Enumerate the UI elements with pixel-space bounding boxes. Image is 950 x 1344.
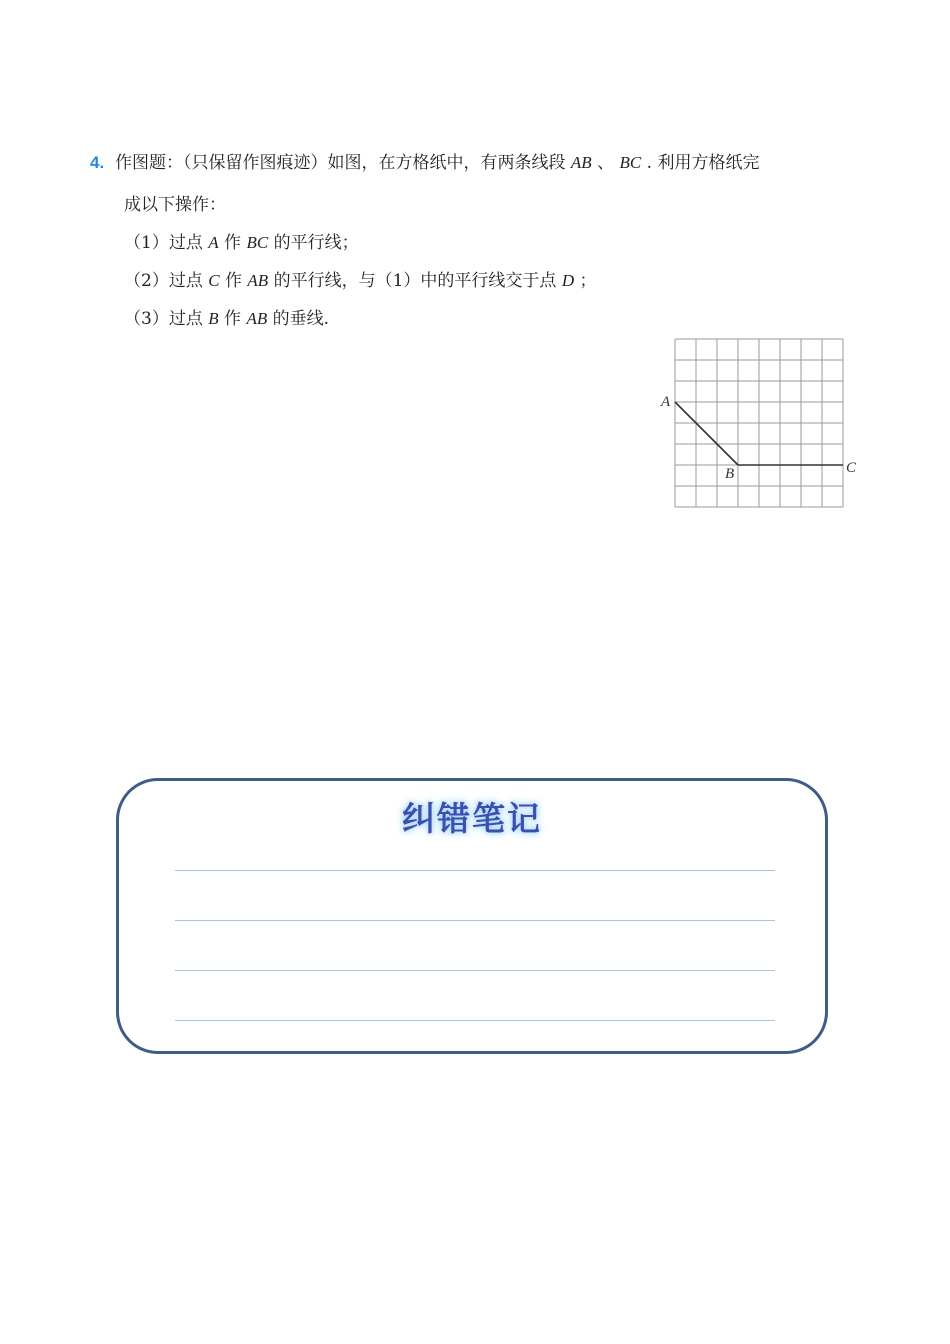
step-1-suffix: 的平行线； [273, 233, 359, 253]
step-3 [124, 308, 329, 330]
step-2-verb: 作 [224, 271, 242, 291]
label-c: C [846, 460, 857, 476]
step-3-suffix: 的垂线. [272, 309, 330, 329]
question-line-1 [90, 152, 759, 174]
note-rule-line [175, 870, 775, 871]
separator: 、 [597, 153, 615, 173]
step-3-point: B [208, 309, 219, 328]
step-1-verb: 作 [224, 233, 242, 253]
question-tail: . 利用方格纸完 [646, 153, 760, 173]
question-number: 4. [90, 153, 105, 172]
step-3-segment: AB [246, 309, 268, 328]
step-1-point: A [208, 233, 219, 252]
label-a: A [661, 394, 671, 410]
segment-ab: AB [570, 153, 592, 172]
step-1-segment: BC [246, 233, 269, 252]
error-notes-box [116, 778, 828, 1054]
step-2-point-d: D [561, 271, 575, 290]
grid-figure [650, 330, 880, 520]
segment-bc: BC [619, 153, 642, 172]
step-2-point: C [208, 271, 220, 290]
step-1 [124, 232, 359, 254]
question-line-2 [124, 194, 226, 216]
question-continuation: 成以下操作： [124, 195, 226, 215]
note-rule-line [175, 920, 775, 921]
note-rule-line [175, 1020, 775, 1021]
step-2 [124, 270, 597, 292]
step-2-segment: AB [247, 271, 269, 290]
step-3-prefix: （3）过点 [124, 309, 203, 329]
question-text: 作图题：（只保留作图痕迹）如图，在方格纸中，有两条线段 [115, 153, 566, 173]
step-1-prefix: （1）过点 [124, 233, 203, 253]
segment-ab-line [675, 402, 738, 465]
step-2-end: ； [579, 271, 597, 291]
label-b: B [725, 466, 735, 482]
note-rule-line [175, 970, 775, 971]
step-2-prefix: （2）过点 [124, 271, 203, 291]
notes-title: 纠错笔记 [402, 799, 542, 838]
grid-paper [675, 339, 843, 507]
step-3-verb: 作 [224, 309, 242, 329]
step-2-suffix: 的平行线，与（1）中的平行线交于点 [273, 271, 557, 291]
